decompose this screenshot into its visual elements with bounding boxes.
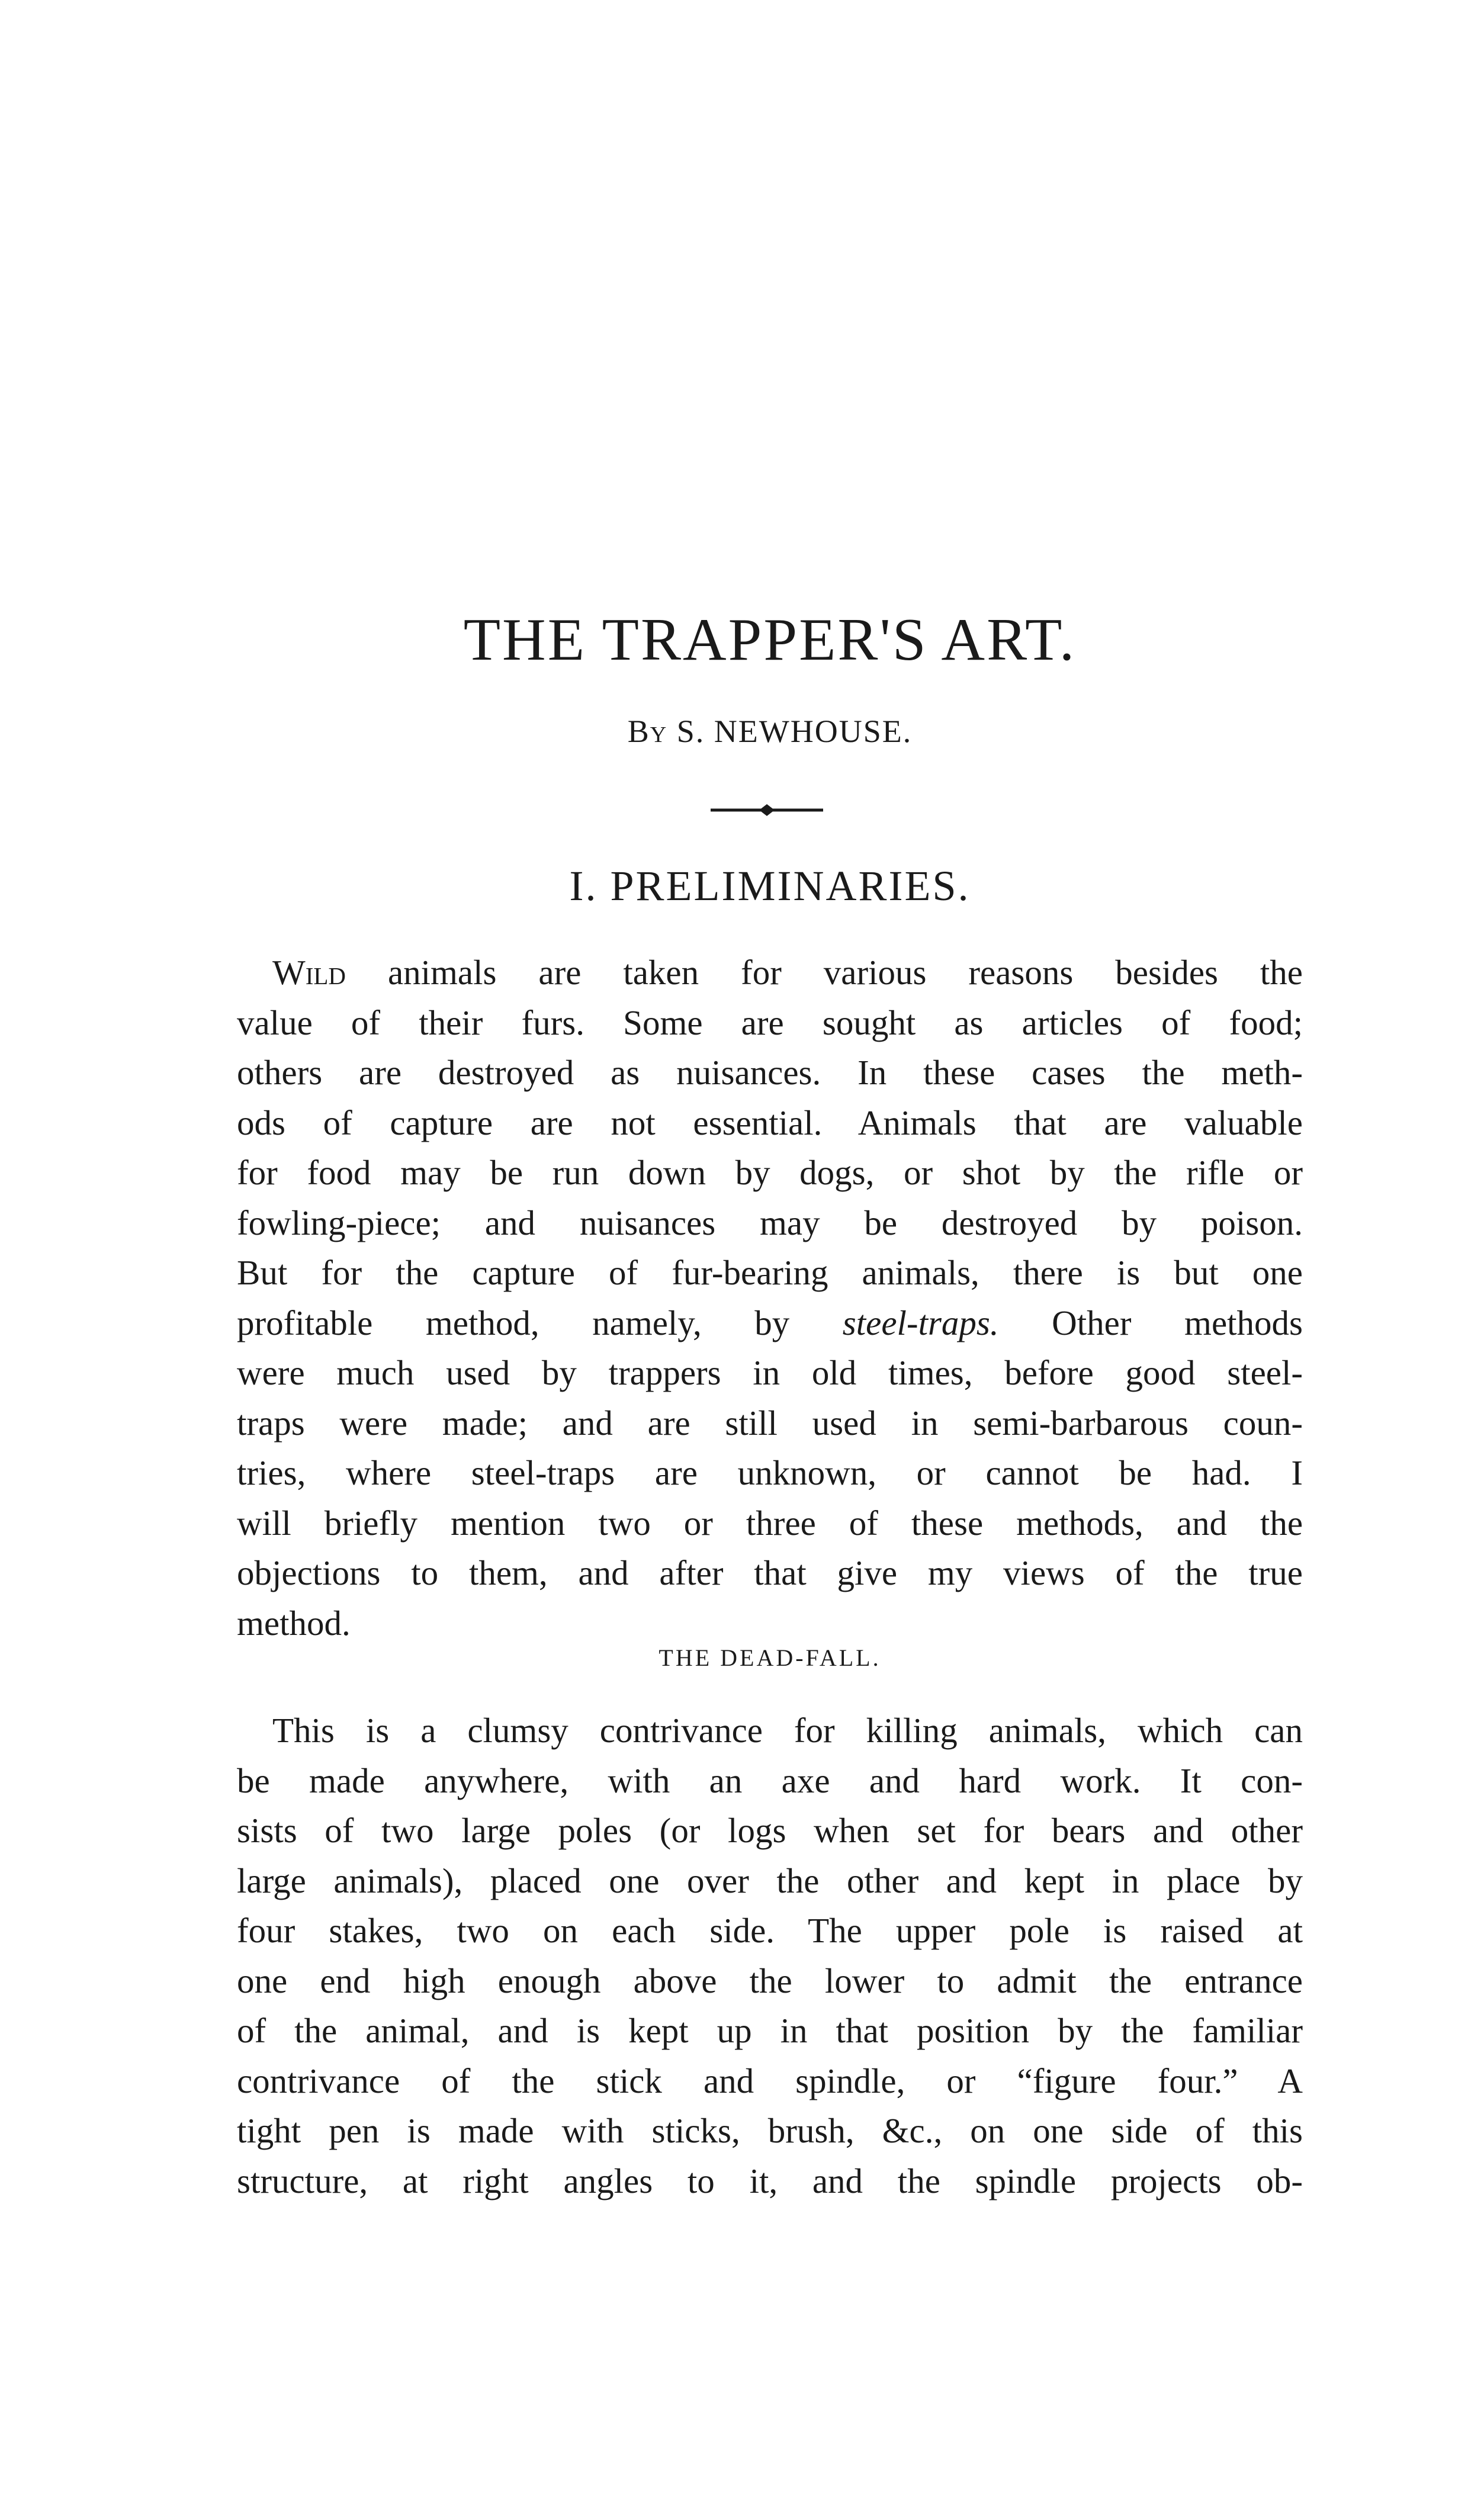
text-line: will briefly mention two or three of these methods, and the bbox=[237, 1503, 1303, 1543]
text-line: of the animal, and is kept up in that position by the familiar bbox=[237, 2011, 1303, 2050]
subheading-dead-fall: THE DEAD-FALL. bbox=[659, 1644, 881, 1671]
text-line: be made anywhere, with an axe and hard work. It con- bbox=[237, 1760, 1303, 1800]
text-line: one end high enough above the lower to admit the entrance bbox=[237, 1961, 1303, 2000]
text-line: fowling-piece; and nuisances may be destroyed by poison. bbox=[237, 1203, 1303, 1242]
text-line: method. bbox=[237, 1603, 351, 1643]
text-line: sists of two large poles (or logs when set for bears and other bbox=[237, 1811, 1303, 1850]
text-line: But for the capture of fur-bearing animals, there is but one bbox=[237, 1253, 1303, 1292]
first-word: Wild bbox=[272, 953, 346, 992]
byline-prefix-rest: y bbox=[650, 714, 668, 749]
text-line: structure, at right angles to it, and the spindle projects ob- bbox=[237, 2161, 1303, 2200]
italic-phrase: steel-traps. bbox=[842, 1303, 999, 1342]
divider-ornament-icon bbox=[711, 803, 823, 817]
section-heading: I. PRELIMINARIES. bbox=[569, 862, 971, 910]
text-line: value of their furs. Some are sought as articles of food; bbox=[237, 1003, 1303, 1042]
byline-author: S. NEWHOUSE. bbox=[676, 714, 913, 749]
text-line: profitable method, namely, by steel-traps. Other methods bbox=[237, 1303, 1303, 1342]
text-line: tight pen is made with sticks, brush, &c., on one side of this bbox=[237, 2111, 1303, 2150]
byline bbox=[355, 715, 1184, 747]
byline-prefix-initial: B bbox=[627, 714, 650, 749]
page-title: THE TRAPPER'S ART. bbox=[463, 606, 1077, 673]
text-line: others are destroyed as nuisances. In these cases the meth- bbox=[237, 1053, 1303, 1092]
text-line: for food may be run down by dogs, or shot by the rifle or bbox=[237, 1153, 1303, 1192]
text-line: contrivance of the stick and spindle, or “figure four.” A bbox=[237, 2061, 1303, 2100]
paragraph-dead-fall bbox=[237, 1705, 1303, 2206]
text-line: ods of capture are not essential. Animals that are valuable bbox=[237, 1103, 1303, 1142]
paragraph-preliminaries bbox=[237, 947, 1303, 1648]
text-line: large animals), placed one over the other and kept in place by bbox=[237, 1861, 1303, 1900]
text-line: tries, where steel-traps are unknown, or cannot be had. I bbox=[237, 1453, 1303, 1492]
text-line: This is a clumsy contrivance for killing animals, which can bbox=[272, 1711, 1303, 1750]
text-line: Wild animals are taken for various reasons besides the bbox=[272, 953, 1303, 992]
text-line: were much used by trappers in old times, before good steel- bbox=[237, 1353, 1303, 1392]
text-line: four stakes, two on each side. The upper pole is raised at bbox=[237, 1911, 1303, 1950]
text-line: objections to them, and after that give my views of the true bbox=[237, 1553, 1303, 1592]
text-line: traps were made; and are still used in semi-barbarous coun- bbox=[237, 1403, 1303, 1443]
